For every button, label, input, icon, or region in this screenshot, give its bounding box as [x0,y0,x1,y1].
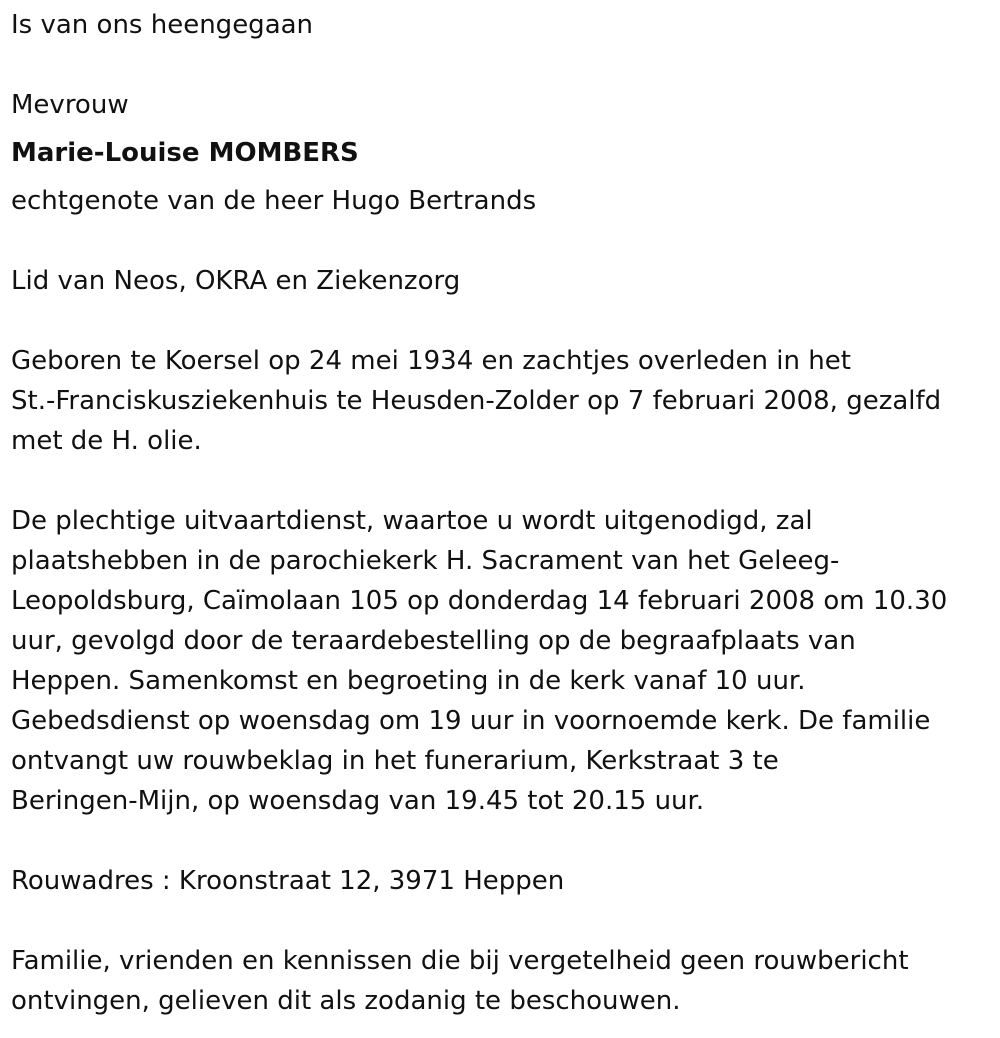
spacer [11,461,986,501]
spacer [11,221,986,261]
mourning-address: Rouwadres : Kroonstraat 12, 3971 Heppen [11,866,565,896]
paragraph-line: Beringen-Mijn, op woensdag van 19.45 tot 20.15 uur. [11,786,705,816]
deceased-name: Marie-Louise MOMBERS [11,138,359,168]
paragraph-line: De plechtige uitvaartdienst, waartoe u wordt uitgenodigd, zal [11,506,813,536]
spacer [11,301,986,341]
birth-death-paragraph [11,341,986,461]
paragraph-line: Familie, vrienden en kennissen die bij vergetelheid geen rouwbericht [11,946,909,976]
closing-paragraph [11,941,986,1021]
obituary-notice [11,5,986,1021]
membership-line: Lid van Neos, OKRA en Ziekenzorg [11,266,461,296]
paragraph-line: Heppen. Samenkomst en begroeting in de kerk vanaf 10 uur. [11,666,806,696]
paragraph-line: met de H. olie. [11,426,202,456]
spacer [11,821,986,861]
paragraph-line: uur, gevolgd door de teraardebestelling op de begraafplaats van [11,626,856,656]
service-paragraph [11,501,986,821]
paragraph-line: Leopoldsburg, Caïmolaan 105 op donderdag 14 februari 2008 om 10.30 [11,586,948,616]
paragraph-line: St.-Franciskusziekenhuis te Heusden-Zolder op 7 februari 2008, gezalfd [11,386,942,416]
paragraph-line: Geboren te Koersel op 24 mei 1934 en zachtjes overleden in het [11,346,851,376]
paragraph-line: Gebedsdienst op woensdag om 19 uur in voornoemde kerk. De familie [11,706,931,736]
spacer [11,45,986,85]
paragraph-line: plaatshebben in de parochiekerk H. Sacrament van het Geleeg- [11,546,840,576]
honorific: Mevrouw [11,90,129,120]
paragraph-line: ontvangt uw rouwbeklag in het funerarium, Kerkstraat 3 te [11,746,779,776]
spouse-line: echtgenote van de heer Hugo Bertrands [11,186,537,216]
paragraph-line: ontvingen, gelieven dit als zodanig te beschouwen. [11,986,681,1016]
spacer [11,901,986,941]
notice-header: Is van ons heengegaan [11,10,314,40]
